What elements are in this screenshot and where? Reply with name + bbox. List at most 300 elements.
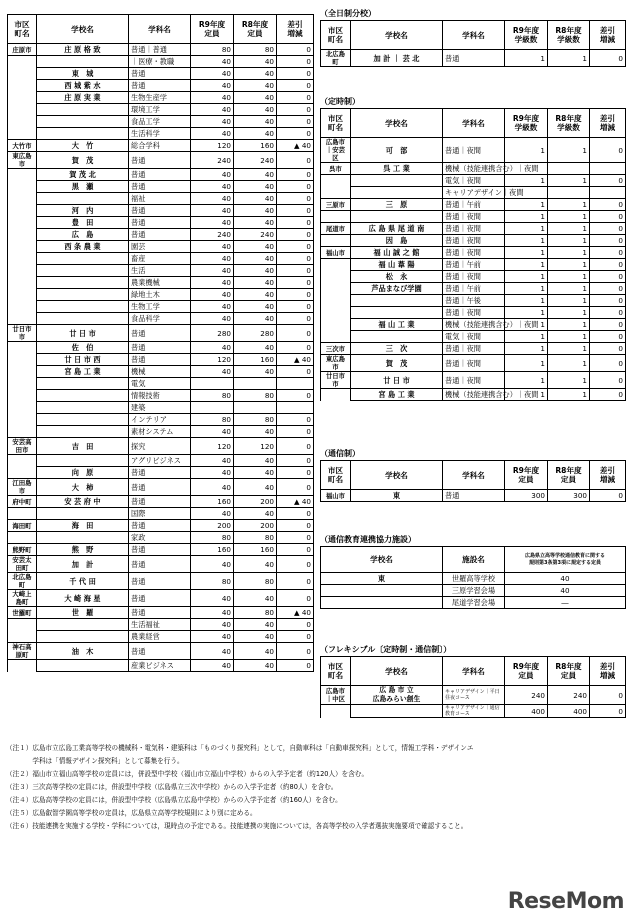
diff-cell: 0	[277, 253, 314, 265]
school-cell: 河 内	[37, 205, 129, 217]
diff-cell: 0	[277, 277, 314, 289]
table-row	[8, 607, 314, 619]
dept-cell: 食品科学	[129, 313, 191, 325]
school-cell: 加 計	[37, 556, 129, 573]
r8-cell	[234, 378, 277, 390]
r9-cell: 40	[191, 253, 234, 265]
school-cell	[37, 378, 129, 390]
table-row	[8, 140, 314, 152]
school-cell: 油 木	[37, 643, 129, 660]
dept-cell: 食品工学	[129, 116, 191, 128]
table-row	[8, 496, 314, 508]
school-cell: 三 原	[351, 199, 443, 211]
header-dept: 学科名	[443, 461, 505, 490]
r8-cell: 40	[234, 92, 277, 104]
diff-cell: 0	[277, 169, 314, 181]
school-cell	[351, 331, 443, 343]
school-cell	[37, 253, 129, 265]
school-cell	[37, 660, 129, 672]
table-row	[321, 686, 626, 705]
r9-cell: 40	[191, 619, 234, 631]
table-row	[8, 660, 314, 672]
header-r8: R8年度 定員	[548, 657, 590, 686]
dept-cell: インテリア	[129, 414, 191, 426]
r9-cell: 1	[505, 247, 548, 259]
table-row	[321, 138, 626, 163]
r8-cell: 40	[234, 467, 277, 479]
table-row	[8, 181, 314, 193]
table-row	[8, 619, 314, 631]
dept-cell: 電気	[129, 378, 191, 390]
r9-cell: 1	[505, 235, 548, 247]
muni-cell	[8, 128, 37, 140]
diff-cell: 0	[277, 660, 314, 672]
dept-cell: 普通	[443, 50, 505, 67]
school-cell: 佐 伯	[37, 342, 129, 354]
r8-cell: 160	[234, 354, 277, 366]
table-row	[8, 289, 314, 301]
diff-cell: 0	[277, 619, 314, 631]
school-cell: 向 原	[37, 467, 129, 479]
diff-cell: 0	[277, 205, 314, 217]
school-cell: 宮 島 工 業	[37, 366, 129, 378]
r8-cell: 240	[548, 686, 590, 705]
diff-cell: 0	[277, 467, 314, 479]
muni-cell: 安芸高田市	[8, 438, 37, 455]
diff-cell: 0	[590, 295, 626, 307]
school-cell: 松 永	[351, 271, 443, 283]
school-cell: 広 島 県 尾 道 南	[351, 223, 443, 235]
header-muni: 市区 町名	[8, 15, 37, 44]
diff-cell: 0	[277, 414, 314, 426]
dept-cell: 普通	[129, 496, 191, 508]
school-cell	[321, 597, 443, 609]
muni-cell: 呉市	[321, 163, 351, 175]
school-cell: 福 山 葦 陽	[351, 259, 443, 271]
dept-cell: アグリビジネス	[129, 455, 191, 467]
dept-cell: 農業経営	[129, 631, 191, 643]
table-row	[8, 378, 314, 390]
table-row	[321, 597, 626, 609]
diff-cell: 0	[590, 389, 626, 401]
school-cell	[37, 193, 129, 205]
diff-cell: 0	[277, 342, 314, 354]
r8-cell: 1	[548, 283, 590, 295]
header-r8: R8年度 学級数	[548, 109, 590, 138]
r9-cell: 120	[191, 354, 234, 366]
muni-cell: 庄原市	[8, 44, 37, 56]
footnote-line: （注１）広島市立広島工業高等学校の機械科・電気科・建築科は「ものづくり探究科」として，自動車科は「自動車探究科」として，情報工学科・デザインエ	[6, 744, 474, 752]
muni-cell	[321, 295, 351, 307]
muni-cell: 安芸太田町	[8, 556, 37, 573]
table-row	[8, 301, 314, 313]
muni-cell	[8, 378, 37, 390]
r9-cell: 1	[505, 211, 548, 223]
muni-cell	[8, 277, 37, 289]
table-row	[321, 573, 626, 585]
part-table-body	[321, 138, 626, 401]
diff-cell: 0	[277, 508, 314, 520]
muni-cell	[321, 331, 351, 343]
r9-cell: 80	[191, 44, 234, 56]
diff-cell: 0	[590, 307, 626, 319]
header-diff: 差引 増減	[590, 461, 626, 490]
school-cell: 西 城 紫 水	[37, 80, 129, 92]
dept-cell: 普通	[129, 479, 191, 496]
school-cell	[351, 705, 443, 718]
r9-cell	[191, 402, 234, 414]
diff-cell: 0	[277, 44, 314, 56]
r9-cell: 40	[191, 205, 234, 217]
r9-cell: 40	[191, 479, 234, 496]
header-dept: 学科名	[443, 109, 505, 138]
dept-cell: 素材システム	[129, 426, 191, 438]
muni-cell	[8, 265, 37, 277]
r8-cell: 1	[548, 307, 590, 319]
r9-cell: 1	[505, 343, 548, 355]
table-row	[8, 92, 314, 104]
header-diff: 差引 増減	[277, 15, 314, 44]
muni-cell: 江田島市	[8, 479, 37, 496]
diff-cell: 0	[590, 490, 626, 502]
table-row	[321, 490, 626, 502]
r8-cell: 40	[234, 181, 277, 193]
r9-cell: 40	[191, 556, 234, 573]
diff-cell: 0	[277, 573, 314, 590]
dept-cell: 生活福祉	[129, 619, 191, 631]
muni-cell: 尾道市	[321, 223, 351, 235]
diff-cell: ▲ 40	[277, 354, 314, 366]
header-r9: R9年度 学級数	[505, 21, 548, 50]
table-row	[321, 235, 626, 247]
table-row	[321, 331, 626, 343]
muni-cell	[8, 390, 37, 402]
muni-cell: 北広島町	[8, 573, 37, 590]
diff-cell: 0	[590, 50, 626, 67]
dept-cell: 普通｜夜間	[443, 307, 505, 319]
r8-cell: 40	[234, 366, 277, 378]
muni-cell	[321, 211, 351, 223]
diff-cell: 0	[277, 181, 314, 193]
table-row	[8, 169, 314, 181]
diff-cell: 0	[590, 372, 626, 389]
dept-cell: キャリアデザイン｜平日昼夜コース	[443, 686, 505, 705]
footnote-line: 学科は「情報デザイン探究科」として募集を行う。	[6, 757, 184, 765]
muni-cell	[8, 508, 37, 520]
correspondence-table	[320, 460, 626, 502]
dept-cell: 普通	[129, 607, 191, 619]
dept-cell: 普通	[129, 217, 191, 229]
muni-cell	[8, 532, 37, 544]
footnote-line: （注４）広島高等学校の定員には，併設型中学校（広島県立広島中学校）からの入学予定者（約160人）を含む。	[6, 796, 342, 804]
muni-cell	[321, 307, 351, 319]
school-cell	[37, 104, 129, 116]
r9-cell: 40	[191, 217, 234, 229]
table-row	[321, 372, 626, 389]
r9-cell: 40	[191, 181, 234, 193]
muni-cell: 東広島市	[321, 355, 351, 372]
school-cell	[37, 402, 129, 414]
r8-cell: 80	[234, 390, 277, 402]
facility-cell: 尾道学習会場	[443, 597, 505, 609]
muni-cell: 廿日市市	[8, 325, 37, 342]
muni-cell: 三次市	[321, 343, 351, 355]
table-row	[321, 283, 626, 295]
dept-cell: 普通｜普通	[129, 44, 191, 56]
part-time-table	[320, 108, 626, 401]
table-row	[8, 56, 314, 68]
table-row	[321, 585, 626, 597]
r9-cell: 40	[191, 643, 234, 660]
diff-cell: 0	[277, 325, 314, 342]
r8-cell: 240	[234, 152, 277, 169]
diff-cell: 0	[590, 283, 626, 295]
table-row	[8, 479, 314, 496]
school-cell: 世 羅	[37, 607, 129, 619]
r8-cell: 1	[548, 223, 590, 235]
r8-cell: 40	[234, 590, 277, 607]
muni-cell	[8, 92, 37, 104]
tsushin-table-body	[321, 490, 626, 502]
school-cell: 福 山 誠 之 館	[351, 247, 443, 259]
table-row	[8, 556, 314, 573]
diff-cell: 0	[277, 92, 314, 104]
facility-cell: 三原学習会場	[443, 585, 505, 597]
r8-cell: 40	[234, 660, 277, 672]
school-cell	[37, 277, 129, 289]
table-row	[8, 390, 314, 402]
diff-cell: 0	[277, 631, 314, 643]
capacity-cell: 40	[505, 585, 626, 597]
table-row	[8, 128, 314, 140]
muni-cell	[321, 705, 351, 718]
full-branch-table	[320, 20, 626, 67]
table-row	[321, 199, 626, 211]
dept-cell: 情報技術	[129, 390, 191, 402]
r9-cell: 1	[505, 223, 548, 235]
r8-cell: 40	[234, 289, 277, 301]
muni-cell	[8, 402, 37, 414]
section-title-flex: （フレキシブル〔定時制・通信制〕）	[320, 645, 452, 654]
r8-cell: 40	[234, 253, 277, 265]
dept-cell: 機械（技能連携含む）｜夜間	[443, 319, 505, 331]
facility-cell: 世羅高等学校	[443, 573, 505, 585]
dept-cell: 普通｜午前	[443, 199, 505, 211]
dept-cell: 機械	[129, 366, 191, 378]
header-r8: R8年度 定員	[548, 461, 590, 490]
dept-cell: 国際	[129, 508, 191, 520]
r8-cell: 1	[548, 211, 590, 223]
muni-cell	[321, 187, 351, 199]
dept-cell: 電気｜夜間	[443, 331, 505, 343]
r9-cell: 1	[505, 372, 548, 389]
r8-cell: 240	[234, 229, 277, 241]
table-row	[8, 590, 314, 607]
table-row	[321, 175, 626, 187]
muni-cell	[8, 455, 37, 467]
dept-cell: 普通｜夜間	[443, 235, 505, 247]
muni-cell	[8, 619, 37, 631]
table-row	[8, 44, 314, 56]
muni-cell	[8, 193, 37, 205]
school-cell	[37, 532, 129, 544]
table-row	[321, 259, 626, 271]
capacity-cell: 40	[505, 573, 626, 585]
muni-cell	[8, 181, 37, 193]
school-cell: 吉 田	[37, 438, 129, 455]
r8-cell: 40	[234, 169, 277, 181]
diff-cell: 0	[277, 520, 314, 532]
diff-cell: 0	[590, 235, 626, 247]
muni-cell	[8, 253, 37, 265]
r9-cell: 1	[505, 331, 548, 343]
dept-cell: 普通	[129, 80, 191, 92]
table-row	[8, 414, 314, 426]
r8-cell: 300	[548, 490, 590, 502]
diff-cell: 0	[590, 705, 626, 718]
muni-cell	[321, 235, 351, 247]
dept-cell: 普通｜夜間	[443, 343, 505, 355]
table-row	[8, 455, 314, 467]
header-school: 学校名	[351, 21, 443, 50]
r9-cell: 300	[505, 490, 548, 502]
muni-cell	[8, 104, 37, 116]
diff-cell: 0	[277, 301, 314, 313]
diff-cell: 0	[277, 366, 314, 378]
school-cell: 三 次	[351, 343, 443, 355]
r9-cell: 40	[191, 342, 234, 354]
r9-cell: 40	[191, 467, 234, 479]
table-row	[321, 307, 626, 319]
dept-cell: 普通｜夜間	[443, 211, 505, 223]
diff-cell: ▲ 40	[277, 496, 314, 508]
r8-cell: 1	[548, 247, 590, 259]
muni-cell	[8, 217, 37, 229]
table-row	[8, 104, 314, 116]
r9-cell: 40	[191, 366, 234, 378]
r8-cell: 400	[548, 705, 590, 718]
r8-cell: 40	[234, 56, 277, 68]
dept-cell: 生活科学	[129, 128, 191, 140]
school-cell	[37, 426, 129, 438]
diff-cell: 0	[277, 241, 314, 253]
r8-cell: 40	[234, 556, 277, 573]
main-capacity-table	[7, 14, 314, 672]
school-cell: 安 芸 府 中	[37, 496, 129, 508]
school-cell: 賀 茂	[351, 355, 443, 372]
muni-cell: 福山市	[321, 490, 351, 502]
school-cell: 廿 日 市	[351, 372, 443, 389]
r8-cell: 80	[234, 532, 277, 544]
r9-cell: 80	[191, 532, 234, 544]
table-row	[8, 532, 314, 544]
table-row	[321, 295, 626, 307]
r8-cell: 1	[548, 138, 590, 163]
school-cell: 廿 日 市	[37, 325, 129, 342]
diff-cell: 0	[590, 199, 626, 211]
table-row	[321, 50, 626, 67]
header-capacity-note: 広島県立高等学校通信教育に関する 規則第3条第3項に規定する定員	[505, 547, 626, 573]
diff-cell: 0	[277, 265, 314, 277]
r9-cell: 1	[505, 389, 548, 401]
cooperation-facility-table	[320, 546, 626, 609]
diff-cell: 0	[277, 68, 314, 80]
r9-cell: 1	[505, 175, 548, 187]
diff-cell: 0	[590, 247, 626, 259]
dept-cell: 普通	[129, 68, 191, 80]
table-row	[8, 68, 314, 80]
r9-cell: 1	[505, 319, 548, 331]
r9-cell: 1	[505, 307, 548, 319]
r8-cell: 40	[234, 128, 277, 140]
r8-cell: 40	[234, 479, 277, 496]
table-row	[321, 319, 626, 331]
r9-cell: 40	[191, 660, 234, 672]
muni-cell	[8, 56, 37, 68]
capacity-cell: ―	[505, 597, 626, 609]
header-diff: 差引 増減	[590, 109, 626, 138]
diff-cell: 0	[590, 211, 626, 223]
diff-cell: 0	[590, 271, 626, 283]
dept-cell: キャリアデザイン｜夜間	[443, 187, 505, 199]
r9-cell: 40	[191, 241, 234, 253]
diff-cell: ▲ 40	[277, 607, 314, 619]
table-row	[8, 573, 314, 590]
flexible-table	[320, 656, 626, 718]
r8-cell: 1	[548, 389, 590, 401]
r9-cell: 1	[505, 138, 548, 163]
header-school: 学校名	[351, 461, 443, 490]
r9-cell: 240	[505, 686, 548, 705]
r9-cell: 1	[505, 271, 548, 283]
r8-cell: 40	[234, 104, 277, 116]
muni-cell	[321, 283, 351, 295]
header-dept: 学科名	[443, 657, 505, 686]
school-cell	[321, 585, 443, 597]
r8-cell: 40	[234, 116, 277, 128]
table-row	[8, 277, 314, 289]
muni-cell: 熊野町	[8, 544, 37, 556]
section-title-part: （定時制）	[320, 97, 360, 106]
table-row	[321, 705, 626, 718]
r8-cell: 40	[234, 455, 277, 467]
r9-cell: 40	[191, 80, 234, 92]
school-cell: 福 山 工 業	[351, 319, 443, 331]
muni-cell: 廿日市市	[321, 372, 351, 389]
table-row	[8, 152, 314, 169]
diff-cell: 0	[277, 193, 314, 205]
school-cell	[37, 414, 129, 426]
header-muni: 市区 町名	[321, 109, 351, 138]
diff-cell: 0	[277, 128, 314, 140]
muni-cell	[8, 426, 37, 438]
r9-cell: 80	[191, 414, 234, 426]
muni-cell: 広島市｜安芸区	[321, 138, 351, 163]
table-row	[8, 520, 314, 532]
school-cell: 可 部	[351, 138, 443, 163]
muni-cell	[8, 467, 37, 479]
diff-cell: 0	[277, 643, 314, 660]
r8-cell: 80	[234, 44, 277, 56]
r9-cell: 1	[505, 283, 548, 295]
r8-cell: 200	[234, 496, 277, 508]
r8-cell: 1	[548, 372, 590, 389]
flex-table-body	[321, 686, 626, 718]
school-cell: 東 城	[37, 68, 129, 80]
muni-cell	[321, 271, 351, 283]
school-cell: 賀 茂	[37, 152, 129, 169]
school-cell: 西 条 農 業	[37, 241, 129, 253]
